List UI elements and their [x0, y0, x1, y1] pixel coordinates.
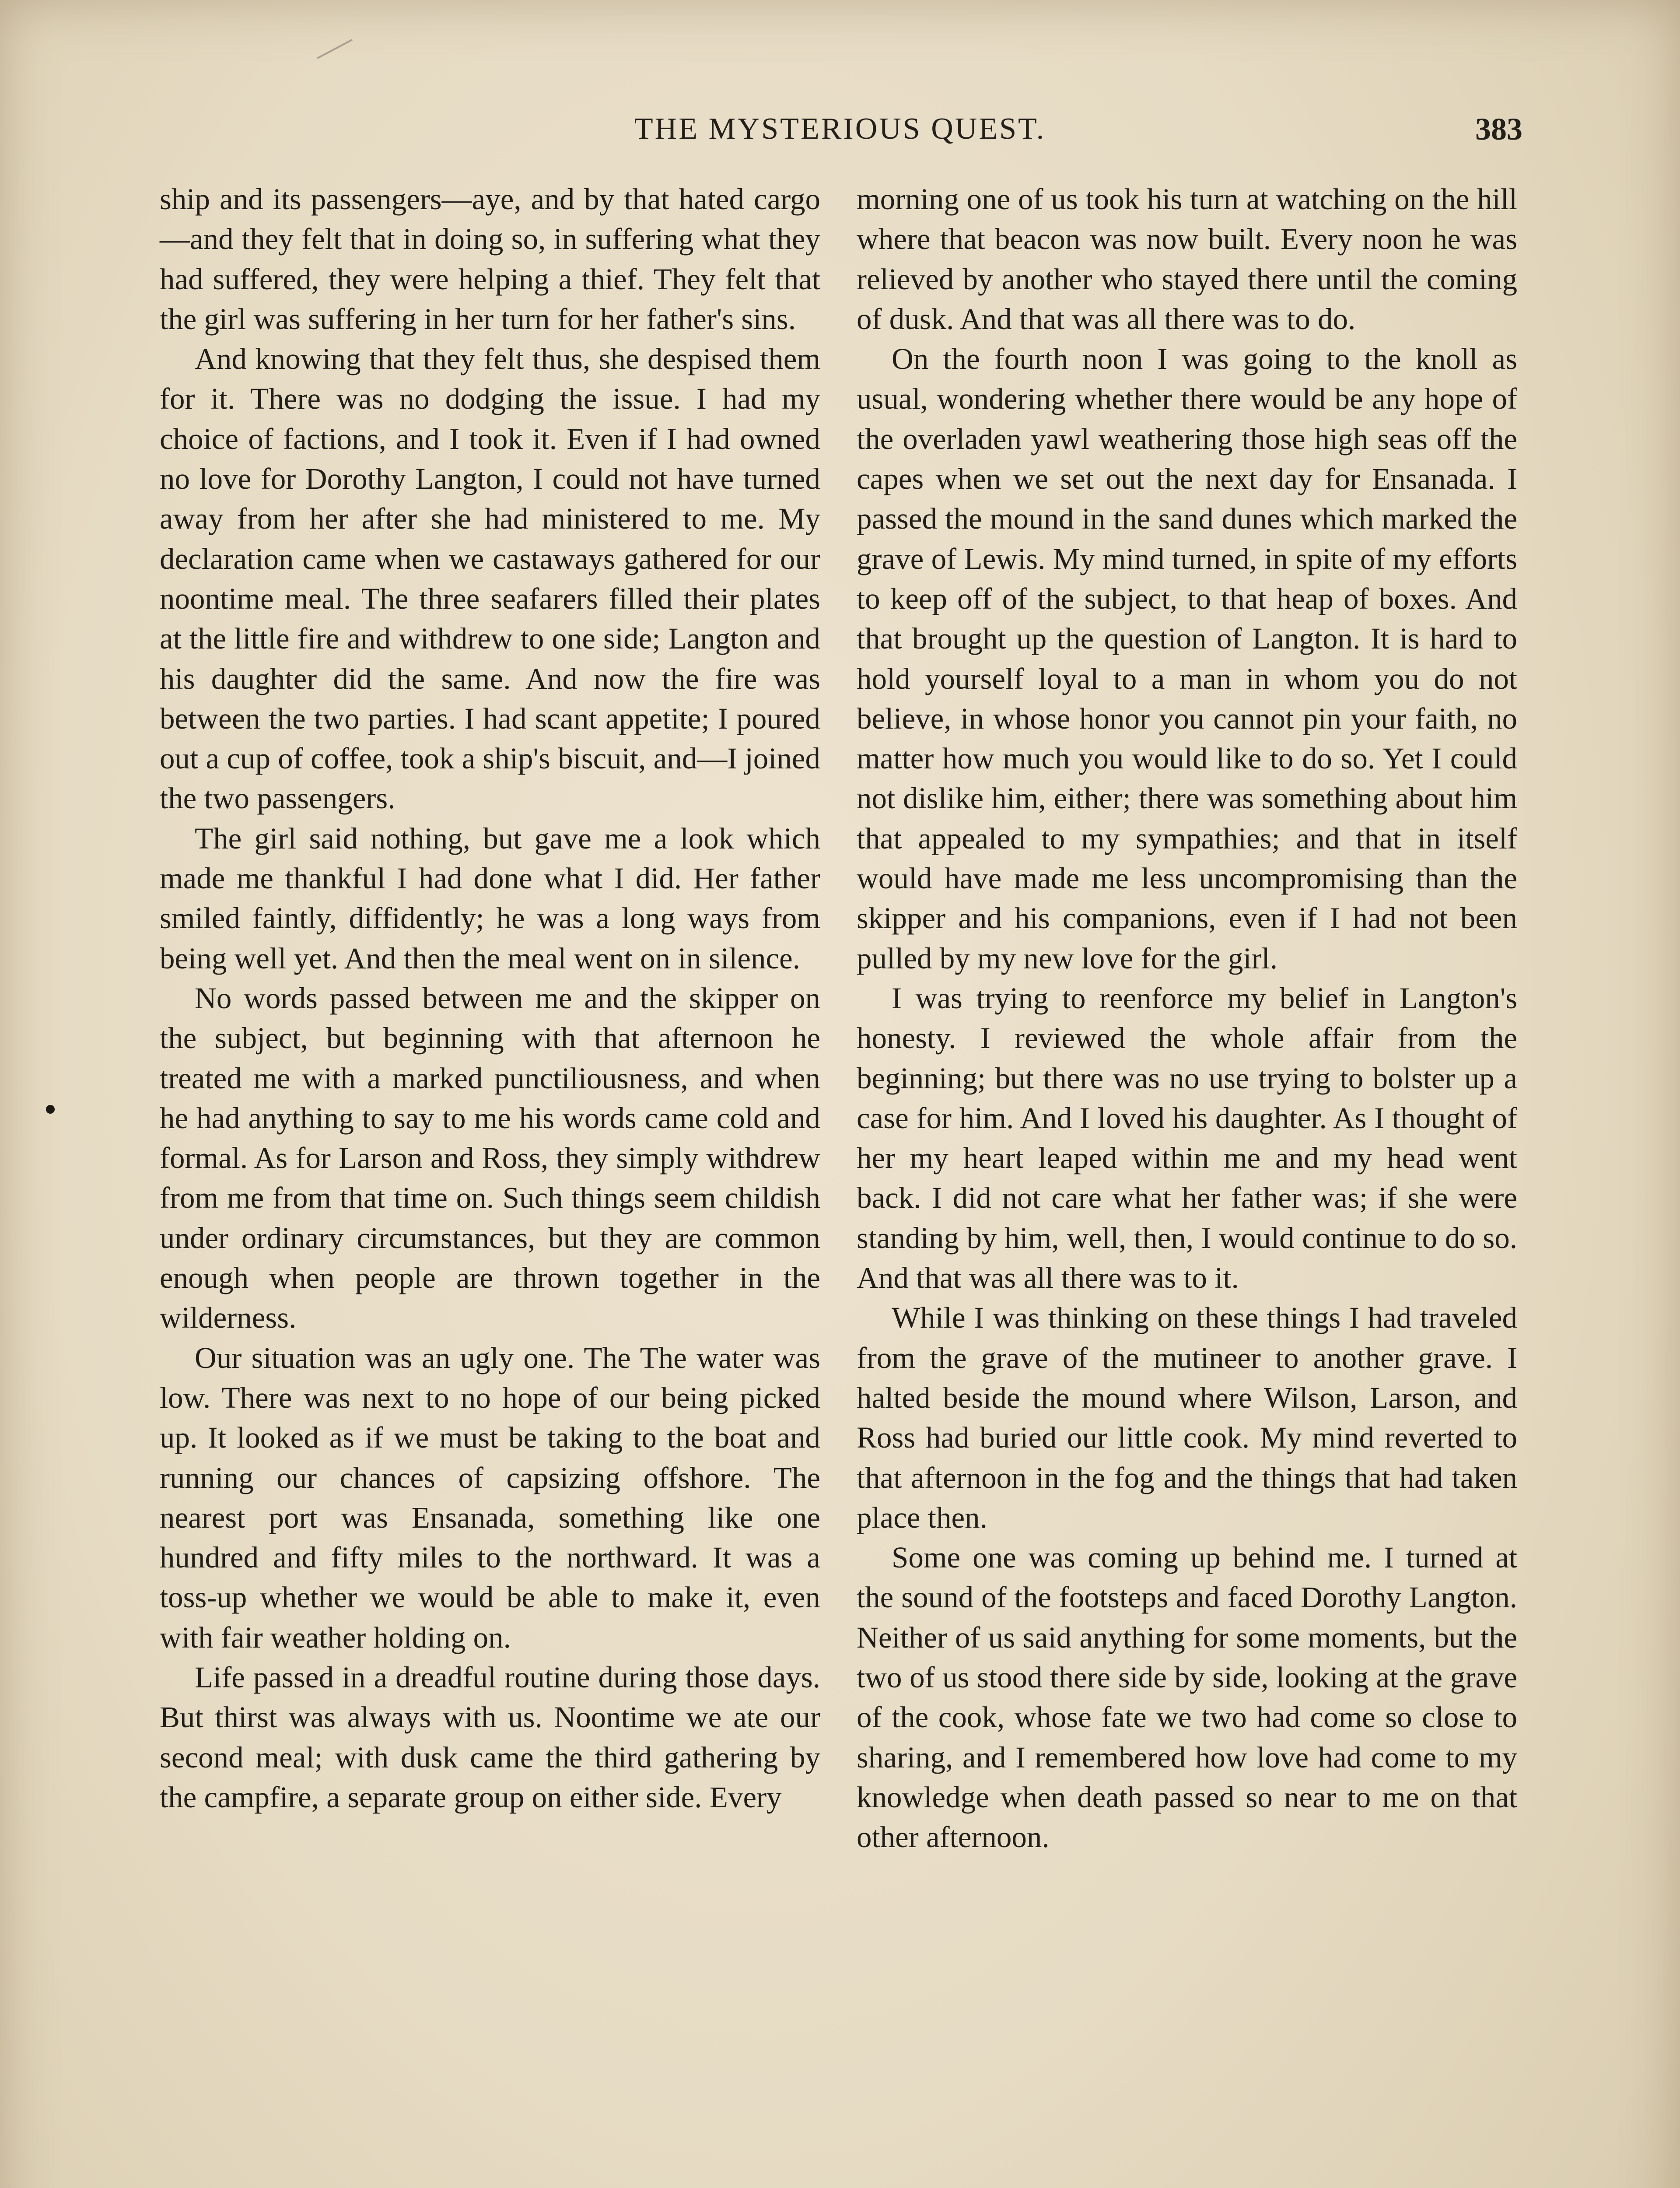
- paragraph: The girl said nothing, but gave me a look which made me thankful I had done what I did. Her father smiled faintly, diffidently; he was a long ways from being well yet. And then the meal went on in silence.: [160, 821, 820, 975]
- paragraph: Some one was coming up behind me. I turned at the sound of the footsteps and faced Dorothy Langton. Neither of us said anything for some moments, but the two of us stood there side by side, looking at the grave of the cook, whose fate we two had come so close to sharing, and I remembered how love had come to my knowledge when death passed so near to me on that other afternoon.: [857, 1541, 1517, 1854]
- page-number: 383: [1475, 112, 1522, 147]
- right-column: [857, 179, 1517, 1857]
- paragraph: I was trying to reenforce my belief in Langton's honesty. I reviewed the whole affair from the beginning; but there was no use trying to bolster up a case for him. And I loved his daughter. As I thought of her my heart leaped within me and my head went back. I did not care what her father was; if she were standing by him, well, then, I would continue to do so. And that was all there was to it.: [857, 981, 1517, 1295]
- running-head: [158, 105, 1522, 153]
- ink-blot: [46, 1105, 55, 1114]
- paragraph: ship and its passengers—aye, and by that hated cargo—and they felt that in doing so, in suffering what they had suffered, they were helping a thief. They felt that the girl was suffering in her turn for her father's sins.: [160, 182, 820, 336]
- paragraph: Our situation was an ugly one. The The water was low. There was next to no hope of our being picked up. It looked as if we must be taking to the boat and running our chances of capsizing offshore. The nearest port was Ensanada, something like one hundred and fifty miles to the northward. It was a toss-up whether we would be able to make it, even with fair weather holding on.: [160, 1341, 820, 1654]
- running-title: THE MYSTERIOUS QUEST.: [634, 112, 1046, 146]
- left-column: [160, 179, 820, 1817]
- paragraph: And knowing that they felt thus, she despised them for it. There was no dodging the issue. I had my choice of factions, and I took it. Even if I had owned no love for Dorothy Langton, I could not have turned away from her after she had ministered to me. My declaration came when we castaways gathered for our noontime meal. The three seafarers filled their plates at the little fire and withdrew to one side; Langton and his daughter did the same. And now the fire was between the two parties. I had scant appetite; I poured out a cup of coffee, took a ship's biscuit, and—I joined the two passengers.: [160, 342, 820, 815]
- paragraph: On the fourth noon I was going to the knoll as usual, wondering whether there would be any hope of the overladen yawl weathering those high seas off the capes when we set out the next day for Ensanada. I passed the mound in the sand dunes which marked the grave of Lewis. My mind turned, in spite of my efforts to keep off of the subject, to that heap of boxes. And that brought up the question of Langton. It is hard to hold yourself loyal to a man in whom you do not believe, in whose honor you cannot pin your faith, no matter how much you would like to do so. Yet I could not dislike him, either; there was something about him that appealed to my sympathies; and that in itself would have made me less uncompromising than the skipper and his companions, even if I had not been pulled by my new love for the girl.: [857, 342, 1517, 975]
- paragraph: Life passed in a dreadful routine during those days. But thirst was always with us. Noontime we ate our second meal; with dusk came the third gathering by the campfire, a separate group on either side. Every: [160, 1660, 820, 1814]
- paragraph: morning one of us took his turn at watching on the hill where that beacon was now built. Every noon he was relieved by another who stayed there until the coming of dusk. And that was all there was to do.: [857, 182, 1517, 336]
- paragraph: No words passed between me and the skipper on the subject, but beginning with that afternoon he treated me with a marked punctiliousness, and when he had anything to say to me his words came cold and formal. As for Larson and Ross, they simply withdrew from me from that time on. Such things seem childish under ordinary circumstances, but they are common enough when people are thrown together in the wilderness.: [160, 981, 820, 1335]
- pencil-mark: [317, 39, 352, 59]
- paragraph: While I was thinking on these things I had traveled from the grave of the mutineer to another grave. I halted beside the mound where Wilson, Larson, and Ross had buried our little cook. My mind reverted to that afternoon in the fog and the things that had taken place then.: [857, 1301, 1517, 1534]
